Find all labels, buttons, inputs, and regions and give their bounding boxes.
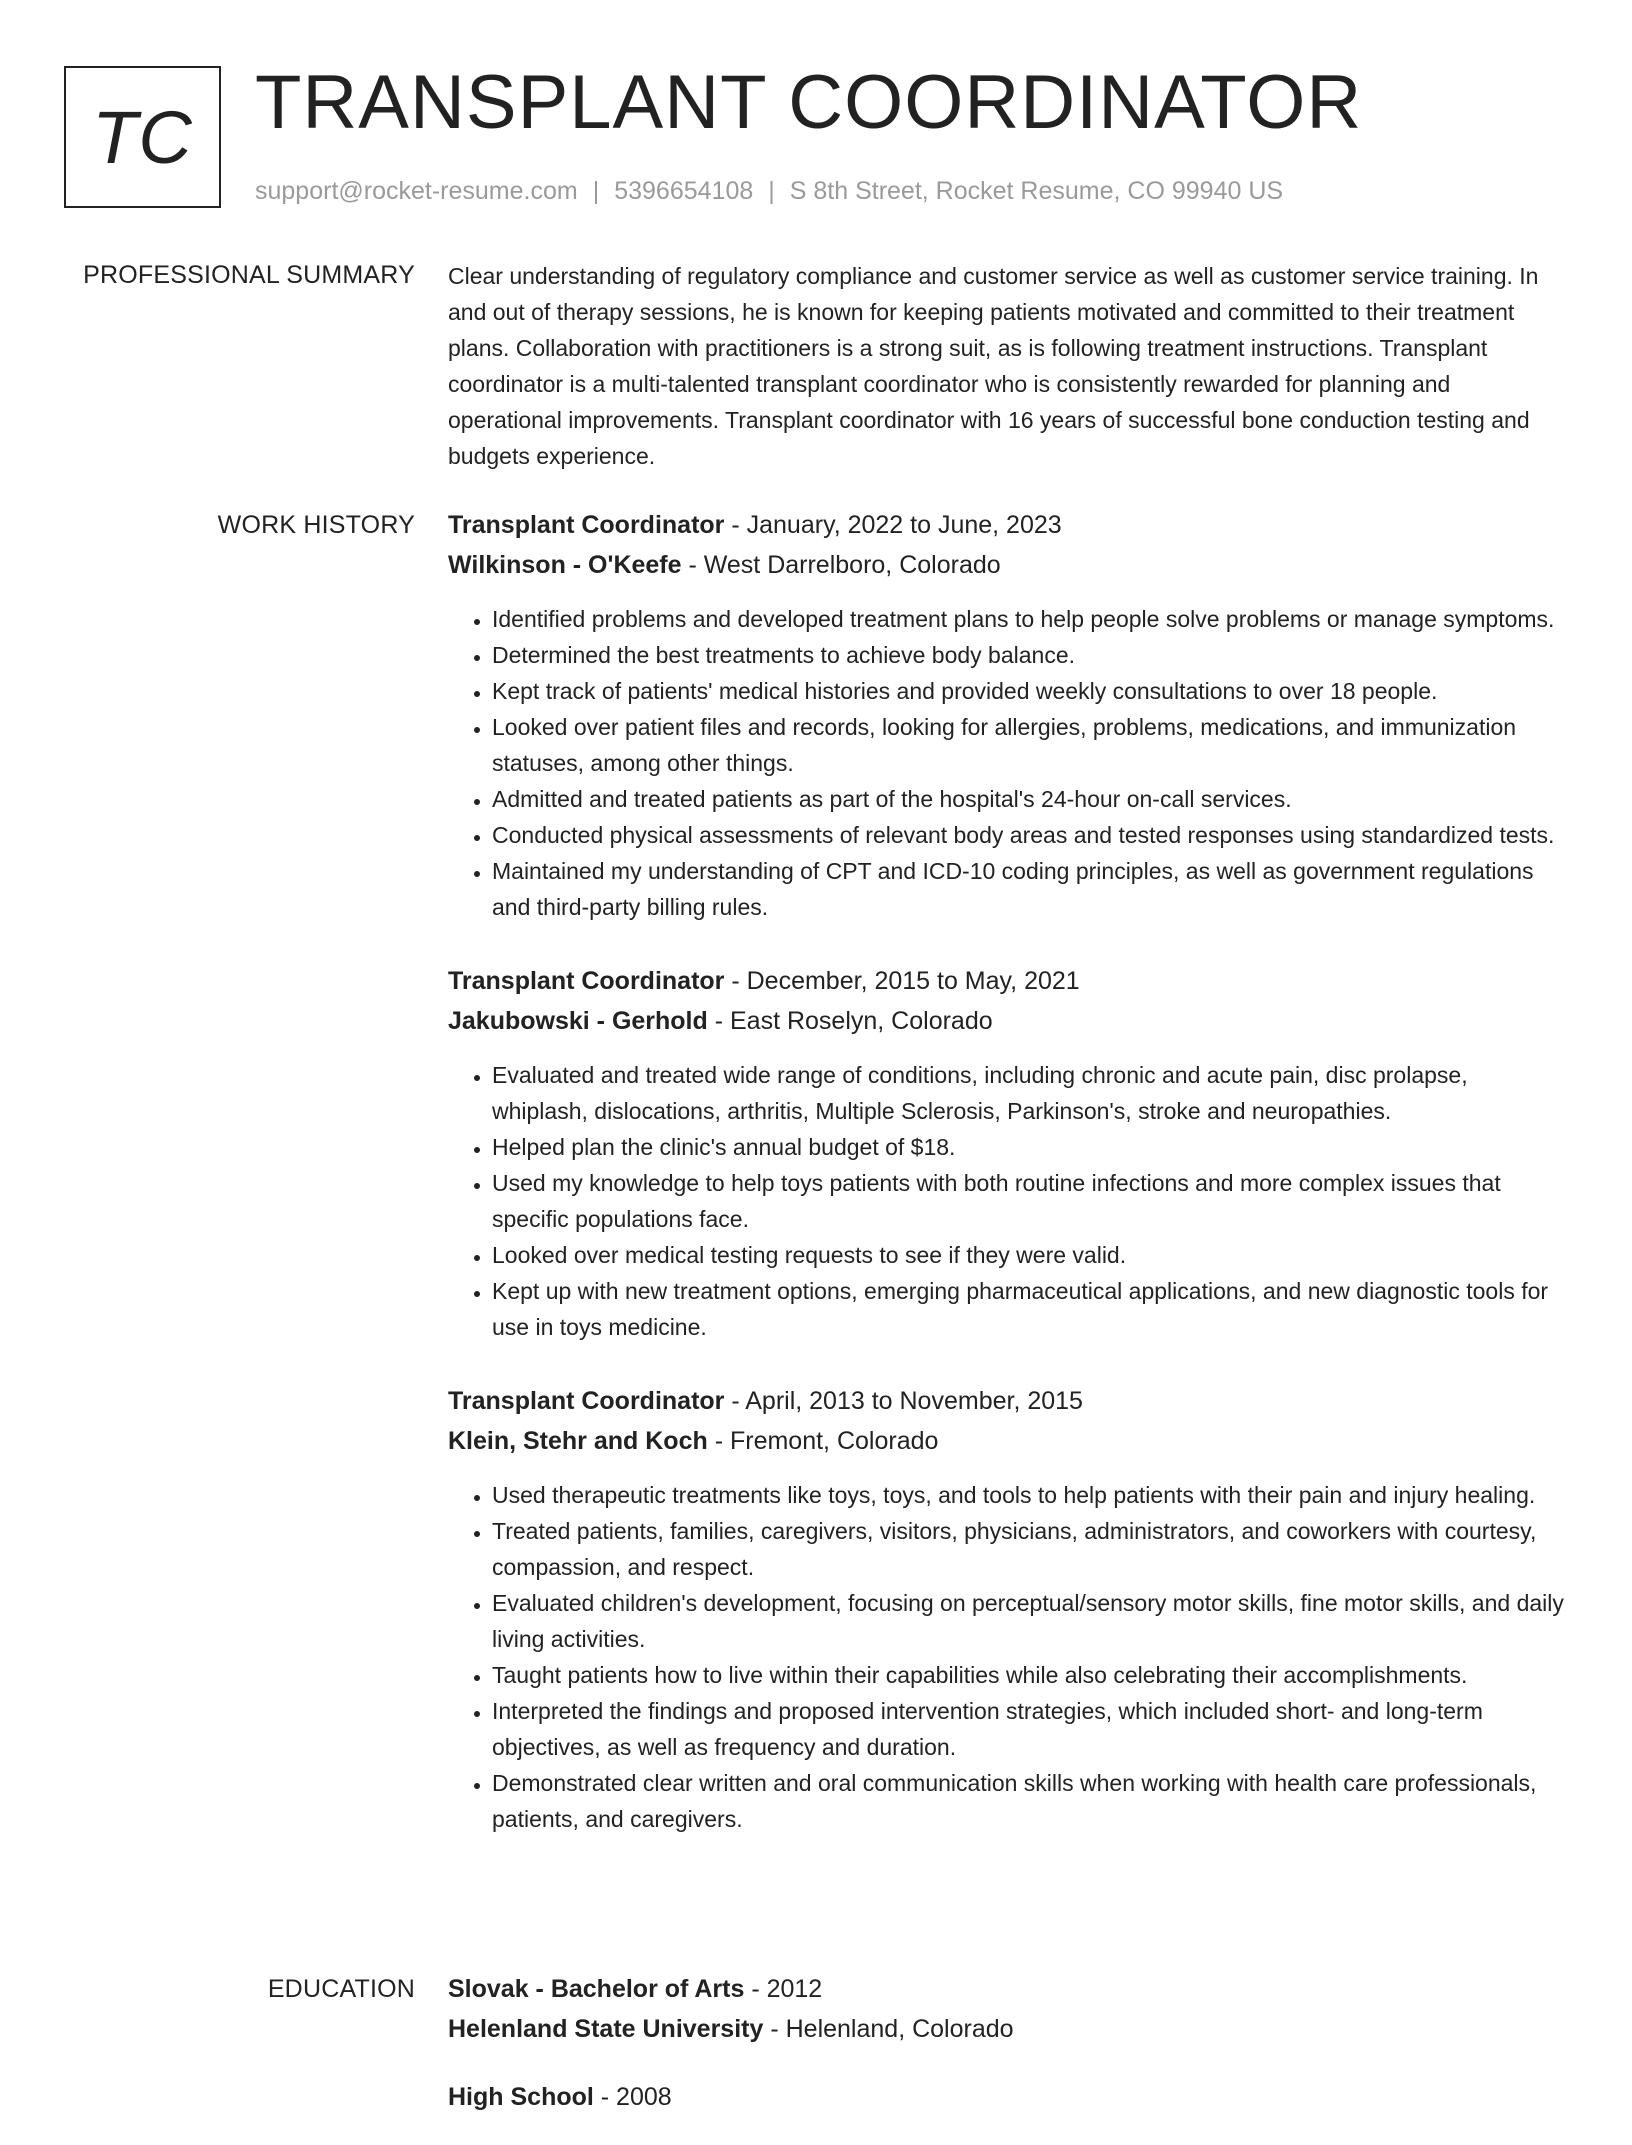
job-company: Wilkinson - O'Keefe bbox=[448, 551, 682, 579]
education-body bbox=[448, 1969, 1568, 2145]
job-entry bbox=[448, 1381, 1568, 1837]
education-label: EDUCATION bbox=[267, 1975, 415, 2003]
education-degree: Slovak - Bachelor of Arts bbox=[448, 1975, 745, 2003]
job-title: Transplant Coordinator bbox=[448, 1387, 725, 1415]
education-degree-line bbox=[448, 1969, 1568, 2009]
job-entry bbox=[448, 961, 1568, 1345]
list-item: • Treated patients, families, caregivers, visitors, physicians, administrators, and coworkers with courtesy, compassion, and respect. bbox=[492, 1513, 1568, 1585]
list-item: • Kept up with new treatment options, emerging pharmaceutical applications, and new diagnostic tools for use in toys medicine. bbox=[492, 1273, 1568, 1345]
work-body bbox=[448, 505, 1568, 1873]
monogram-box bbox=[64, 66, 221, 208]
list-item: • Interpreted the findings and proposed intervention strategies, which included short- and long-term objectives, as well as frequency and duration. bbox=[492, 1693, 1568, 1765]
education-degree-line bbox=[448, 2077, 1568, 2117]
summary-label: PROFESSIONAL SUMMARY bbox=[83, 261, 415, 289]
job-entry bbox=[448, 505, 1568, 925]
list-item: • Used therapeutic treatments like toys, toys, and tools to help patients with their pain and injury healing. bbox=[492, 1477, 1568, 1513]
education-year: - 2008 bbox=[593, 2083, 672, 2111]
education-year: - 2012 bbox=[744, 1975, 823, 2003]
contact-line bbox=[255, 174, 1283, 208]
list-item: • Determined the best treatments to achieve body balance. bbox=[492, 637, 1568, 673]
job-title-line bbox=[448, 505, 1568, 545]
education-entry bbox=[448, 2077, 1568, 2117]
job-company: Klein, Stehr and Koch bbox=[448, 1427, 708, 1455]
job-bullets bbox=[448, 601, 1568, 925]
list-item: • Evaluated children's development, focusing on perceptual/sensory motor skills, fine motor skills, and daily living activities. bbox=[492, 1585, 1568, 1657]
summary-text: Clear understanding of regulatory compliance and customer service as well as customer service training. In and out of therapy sessions, he is known for keeping patients motivated and committed to their treatment plans. Collaboration with practitioners is a strong suit, as is following treatment instructions. Transplant coordinator is a multi-talented transplant coordinator who is consistently rewarded for planning and operational improvements. Transplant coordinator with 16 years of successful bone conduction testing and budgets experience. bbox=[448, 263, 1539, 469]
education-school-line bbox=[448, 2009, 1568, 2049]
monogram-initials: TC bbox=[92, 95, 193, 179]
job-location: - Fremont, Colorado bbox=[707, 1427, 939, 1455]
list-item: • Evaluated and treated wide range of conditions, including chronic and acute pain, disc prolapse, whiplash, dislocations, arthritis, Multiple Sclerosis, Parkinson's, stroke and neuropathies. bbox=[492, 1057, 1568, 1129]
contact-separator: | bbox=[768, 177, 775, 205]
job-location: - West Darrelboro, Colorado bbox=[681, 551, 1001, 579]
job-company-line bbox=[448, 1421, 1568, 1461]
job-dates: - January, 2022 to June, 2023 bbox=[724, 511, 1062, 539]
contact-separator: | bbox=[592, 177, 600, 205]
work-label: WORK HISTORY bbox=[217, 511, 415, 539]
list-item: • Conducted physical assessments of relevant body areas and tested responses using standardized tests. bbox=[492, 817, 1568, 853]
list-item: • Taught patients how to live within their capabilities while also celebrating their accomplishments. bbox=[492, 1657, 1568, 1693]
education-degree: High School bbox=[448, 2083, 594, 2111]
job-title: Transplant Coordinator bbox=[448, 967, 725, 995]
education-location: - Helenland, Colorado bbox=[763, 2015, 1014, 2043]
job-bullets bbox=[448, 1057, 1568, 1345]
list-item: • Maintained my understanding of CPT and ICD-10 coding principles, as well as government regulations and third-party billing rules. bbox=[492, 853, 1568, 925]
job-title-line bbox=[448, 961, 1568, 1001]
list-item: • Admitted and treated patients as part of the hospital's 24-hour on-call services. bbox=[492, 781, 1568, 817]
list-item: • Used my knowledge to help toys patients with both routine infections and more complex issues that specific populations face. bbox=[492, 1165, 1568, 1237]
job-dates: - April, 2013 to November, 2015 bbox=[724, 1387, 1083, 1415]
education-entry bbox=[448, 1969, 1568, 2049]
contact-phone: 5396654108 bbox=[614, 177, 754, 205]
job-company-line bbox=[448, 1001, 1568, 1041]
job-title: Transplant Coordinator bbox=[448, 511, 725, 539]
job-company: Jakubowski - Gerhold bbox=[448, 1007, 708, 1035]
list-item: • Identified problems and developed treatment plans to help people solve problems or manage symptoms. bbox=[492, 601, 1568, 637]
contact-address: S 8th Street, Rocket Resume, CO 99940 US bbox=[789, 177, 1284, 205]
list-item: • Demonstrated clear written and oral communication skills when working with health care professionals, patients, and caregivers. bbox=[492, 1765, 1568, 1837]
list-item: • Kept track of patients' medical histories and provided weekly consultations to over 18 people. bbox=[492, 673, 1568, 709]
job-dates: - December, 2015 to May, 2021 bbox=[724, 967, 1080, 995]
list-item: • Helped plan the clinic's annual budget of $18. bbox=[492, 1129, 1568, 1165]
contact-email: support@rocket-resume.com bbox=[255, 177, 578, 205]
job-title-line bbox=[448, 1381, 1568, 1421]
summary-body bbox=[448, 258, 1568, 474]
job-location: - East Roselyn, Colorado bbox=[707, 1007, 993, 1035]
education-school: Helenland State University bbox=[448, 2015, 764, 2043]
list-item: • Looked over medical testing requests to see if they were valid. bbox=[492, 1237, 1568, 1273]
job-company-line bbox=[448, 545, 1568, 585]
job-bullets bbox=[448, 1477, 1568, 1837]
page-title: TRANSPLANT COORDINATOR bbox=[255, 60, 1363, 145]
list-item: • Looked over patient files and records, looking for allergies, problems, medications, and immunization statuses, among other things. bbox=[492, 709, 1568, 781]
